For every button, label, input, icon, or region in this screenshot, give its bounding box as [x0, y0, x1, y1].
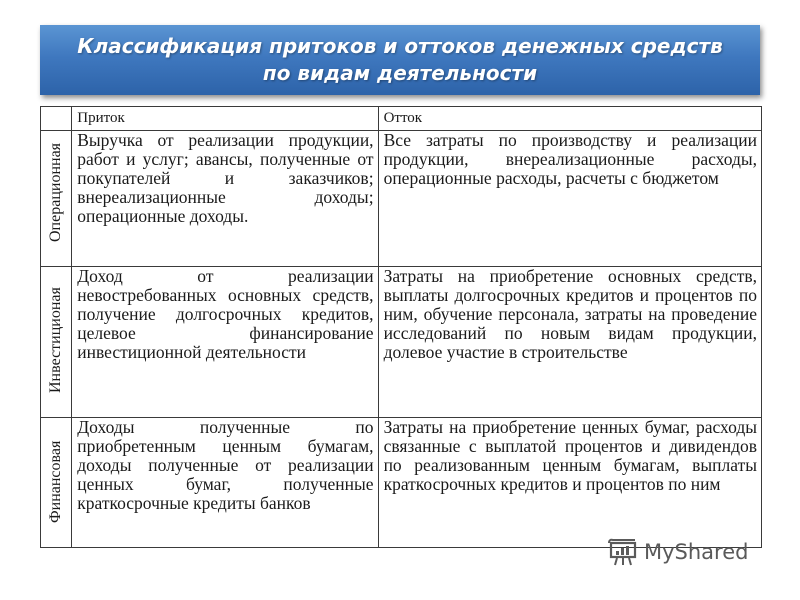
inflow-cell: Доходы полученные по приобретенным ценным бумагам, доходы полученные от реализации ценных бумаг, полученные краткосрочные кредиты банков [72, 418, 378, 548]
table-row [41, 131, 762, 267]
outflow-cell: Все затраты по производству и реализации продукции, внереализационные расходы, операционные расходы, расчеты с бюджетом [378, 131, 761, 267]
header-outflow: Отток [378, 107, 761, 131]
outflow-cell: Затраты на приобретение ценных бумаг, расходы связанные с выплатой процентов и дивидендов по реализованным ценным бумагам, выплаты краткосрочных кредитов и процентов по ним [378, 418, 761, 548]
cash-flow-classification-table [40, 106, 762, 548]
myshared-watermark[interactable] [607, 538, 748, 566]
page-title: Классификация притоков и оттоков денежных средств по видам деятельности [77, 34, 723, 85]
outflow-cell: Затраты на приобретение основных средств, выплаты долгосрочных кредитов и процентов по ним, обучение персонала, затраты на проведение исследований по новым видам продукции, долевое участие в строительстве [378, 267, 761, 418]
table-row [41, 267, 762, 418]
inflow-cell: Выручка от реализации продукции, работ и услуг; авансы, полученные от покупателей и заказчиков; внереализационные доходы; операционные доходы. [72, 131, 378, 267]
category-label: Операционная [47, 142, 65, 242]
category-label: Финансовая [47, 440, 65, 523]
category-cell [41, 131, 72, 267]
presentation-board-icon [607, 538, 639, 566]
table-header-row [41, 107, 762, 131]
header-inflow: Приток [72, 107, 378, 131]
category-label: Инвестиционая [47, 287, 65, 393]
watermark-text: MyShared [644, 540, 749, 564]
category-cell [41, 418, 72, 548]
title-banner [40, 25, 760, 95]
inflow-cell: Доход от реализации невостребованных основных средств, получение долгосрочных кредитов, целевое финансирование инвестиционной деятельности [72, 267, 378, 418]
table-row [41, 418, 762, 548]
header-label-cell [41, 107, 72, 131]
category-cell [41, 267, 72, 418]
